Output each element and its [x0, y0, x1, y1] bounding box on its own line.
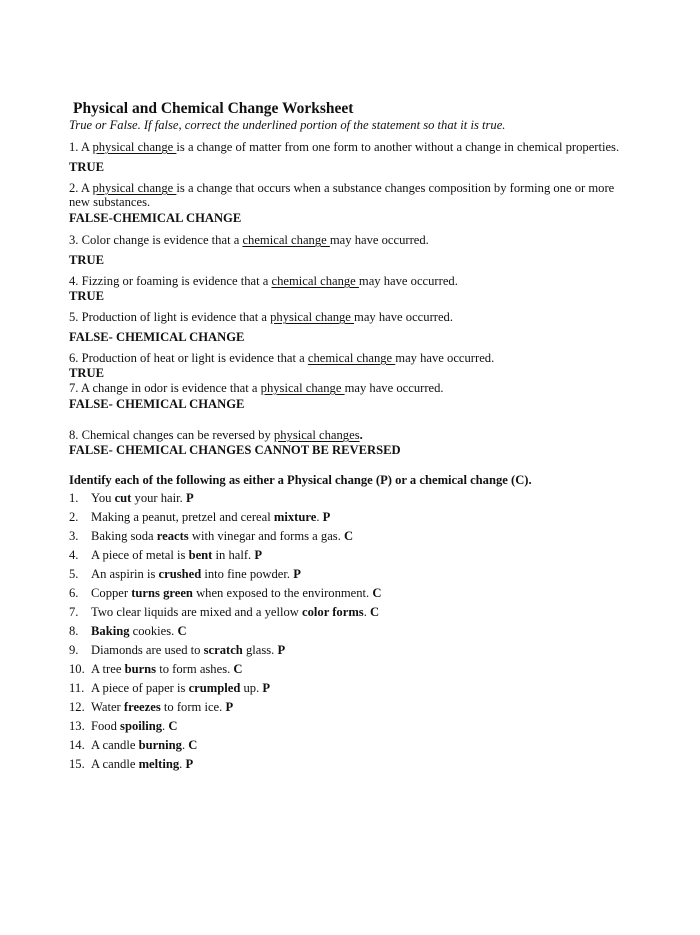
tf-answer-6: TRUE	[69, 366, 104, 380]
tf-answer-5: FALSE- CHEMICAL CHANGE	[69, 330, 245, 344]
identify-item-5: 5. An aspirin is crushed into fine powder. P	[69, 567, 301, 581]
page-title: Physical and Chemical Change Worksheet	[73, 100, 354, 117]
tf-statement-1: 1. A physical change is a change of matter from one form to another without a change in chemical properties.	[69, 140, 620, 154]
tf-answer-8: FALSE- CHEMICAL CHANGES CANNOT BE REVERSED	[69, 443, 401, 457]
tf-statement-4: 4. Fizzing or foaming is evidence that a chemical change may have occurred.	[69, 274, 458, 288]
identify-item-15: 15. A candle melting. P	[69, 757, 194, 771]
tf-answer-7: FALSE- CHEMICAL CHANGE	[69, 397, 245, 411]
tf-statement-5: 5. Production of light is evidence that a physical change may have occurred.	[69, 310, 453, 324]
identify-item-2: 2. Making a peanut, pretzel and cereal mixture. P	[69, 510, 331, 524]
identify-item-12: 12. Water freezes to form ice. P	[69, 700, 234, 714]
identify-item-1: 1. You cut your hair. P	[69, 491, 194, 505]
tf-statement-2: 2. A physical change is a change that occurs when a substance changes composition by forming one or more	[69, 181, 615, 195]
identify-heading: Identify each of the following as either a Physical change (P) or a chemical change (C).	[69, 473, 532, 487]
tf-answer-2: FALSE-CHEMICAL CHANGE	[69, 211, 242, 225]
tf-answer-3: TRUE	[69, 253, 104, 267]
identify-item-10: 10. A tree burns to form ashes. C	[69, 662, 243, 676]
identify-item-14: 14. A candle burning. C	[69, 738, 198, 752]
identify-item-6: 6. Copper turns green when exposed to the environment. C	[69, 586, 382, 600]
identify-item-13: 13. Food spoiling. C	[69, 719, 178, 733]
identify-item-4: 4. A piece of metal is bent in half. P	[69, 548, 263, 562]
tf-statement-3: 3. Color change is evidence that a chemical change may have occurred.	[69, 233, 429, 247]
tf-answer-1: TRUE	[69, 160, 104, 174]
identify-item-7: 7. Two clear liquids are mixed and a yellow color forms. C	[69, 605, 380, 619]
identify-item-3: 3. Baking soda reacts with vinegar and forms a gas. C	[69, 529, 354, 543]
identify-item-11: 11. A piece of paper is crumpled up. P	[69, 681, 271, 695]
identify-item-9: 9. Diamonds are used to scratch glass. P	[69, 643, 286, 657]
tf-answer-4: TRUE	[69, 289, 104, 303]
tf-statement-6: 6. Production of heat or light is evidence that a chemical change may have occurred.	[69, 351, 495, 365]
tf-statement-2-cont: new substances.	[69, 195, 151, 209]
identify-item-8: 8. Baking cookies. C	[69, 624, 187, 638]
tf-statement-8: 8. Chemical changes can be reversed by physical changes.	[69, 428, 363, 442]
tf-statement-7: 7. A change in odor is evidence that a physical change may have occurred.	[69, 381, 444, 395]
instructions: True or False. If false, correct the underlined portion of the statement so that it is true.	[69, 118, 506, 132]
